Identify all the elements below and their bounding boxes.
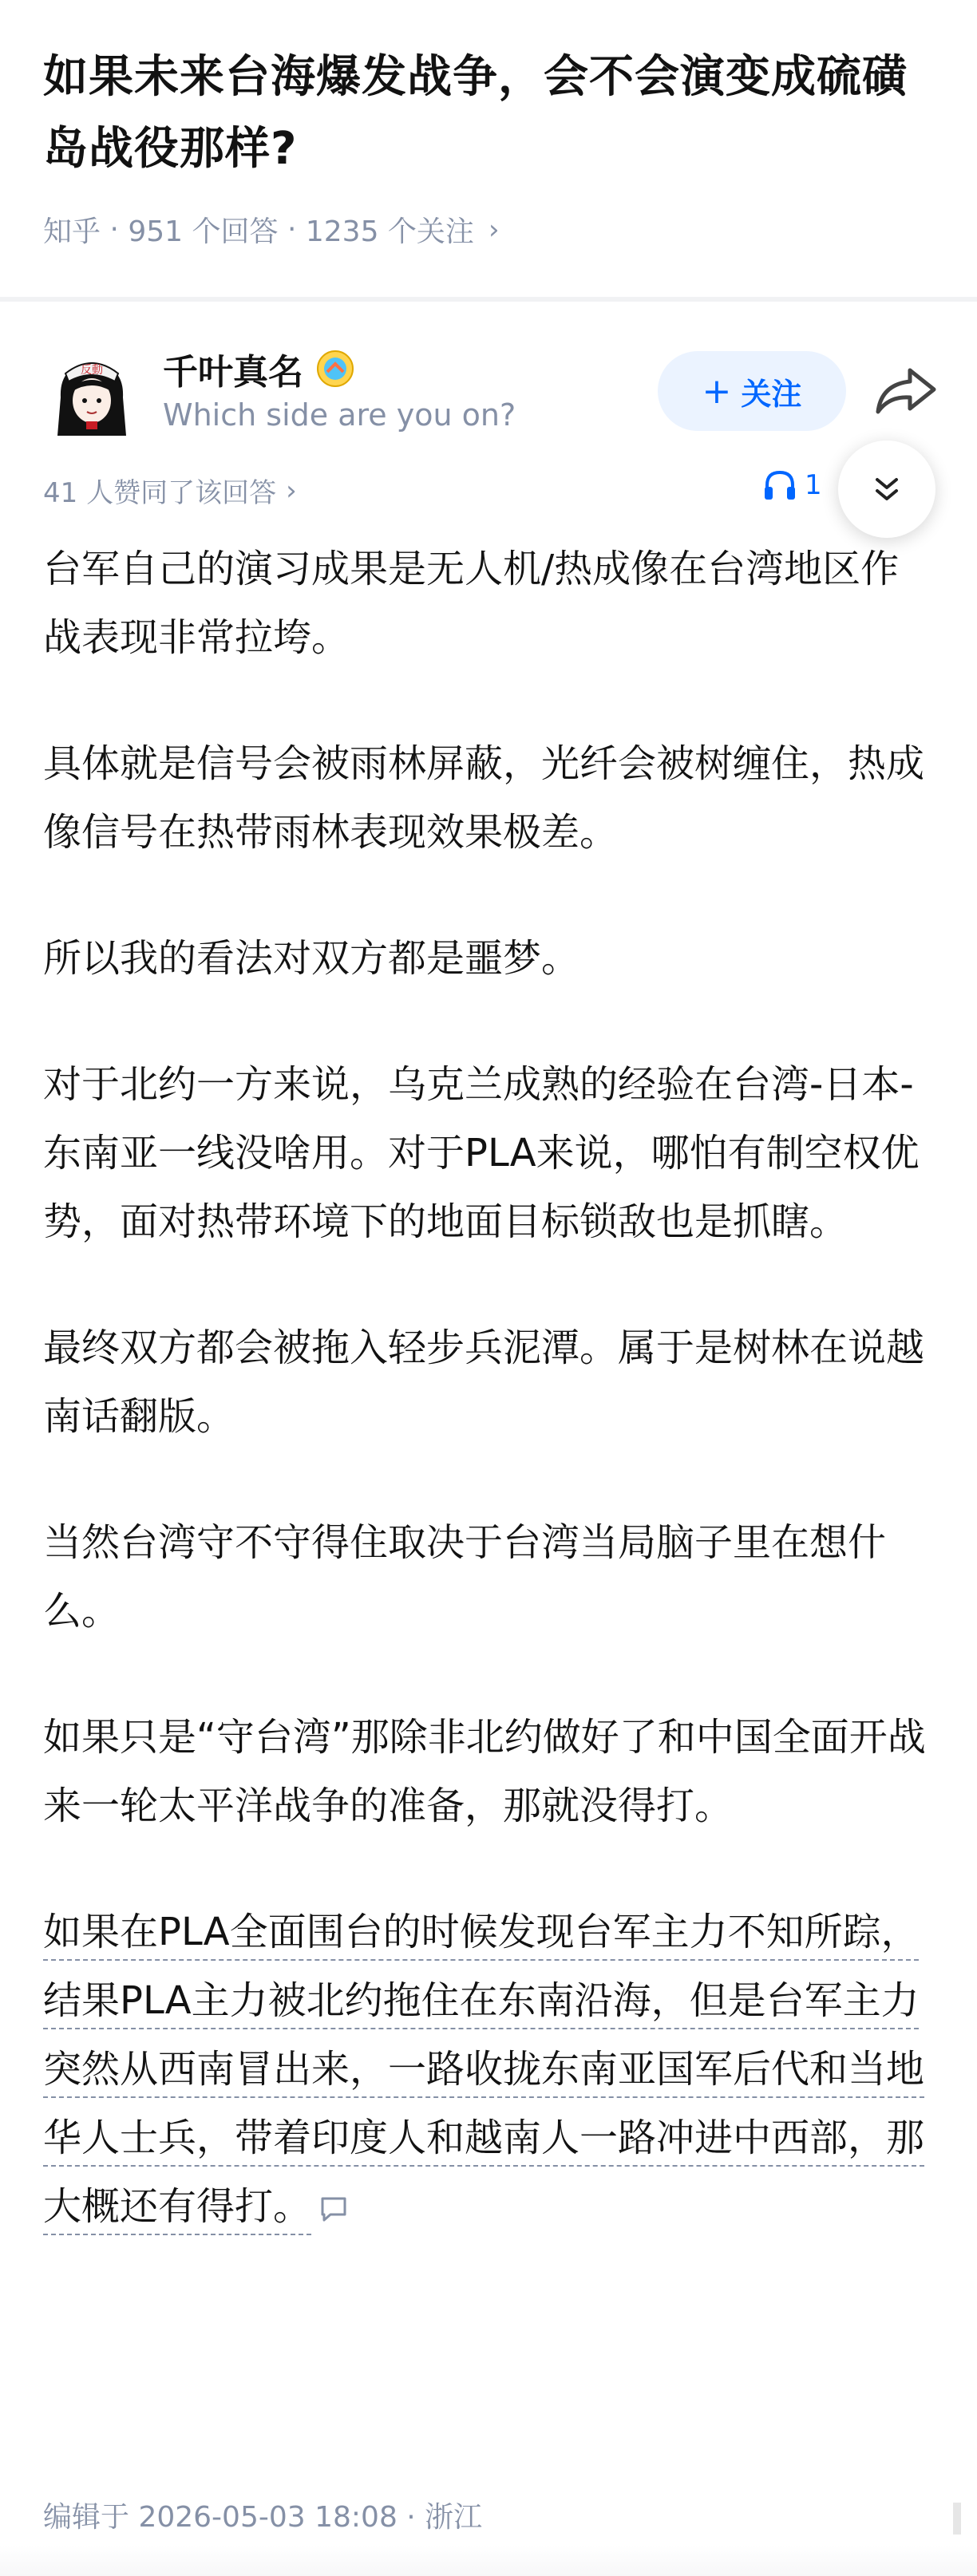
author-name[interactable]: 千叶真名 (163, 352, 303, 393)
question-meta[interactable]: 知乎 · 951 个回答 · 1235 个关注 › (43, 209, 500, 250)
headphones-icon (763, 469, 797, 501)
collapse-button[interactable] (838, 441, 935, 538)
listen-count: 1 (805, 469, 822, 501)
follower-count: 1235 个关注 (305, 215, 474, 248)
upvote-text: 41 人赞同了该回答 (43, 477, 277, 509)
chevron-right-icon: › (286, 474, 297, 507)
bottom-fade (0, 2546, 977, 2576)
source-label: 知乎 (43, 215, 101, 248)
answer-paragraph: 台军自己的演习成果是无人机/热成像在台湾地区作战表现非常拉垮。 (43, 547, 900, 660)
question-title[interactable]: 如果未来台海爆发战争，会不会演变成硫磺岛战役那样? (43, 51, 908, 175)
avatar-text: 反動 (81, 364, 103, 377)
upvote-summary[interactable] (43, 471, 297, 510)
answer-paragraph: 当然台湾守不守得住取决于台湾当局脑子里在想什么。 (43, 1520, 887, 1634)
chevron-right-icon: › (488, 213, 500, 246)
listen-button[interactable] (763, 469, 822, 501)
avatar[interactable] (43, 342, 140, 439)
double-chevron-down-icon (871, 473, 903, 505)
answer-paragraph: 具体就是信号会被雨林屏蔽，光纤会被树缠住，热成像信号在热带雨林表现效果极差。 (43, 741, 925, 855)
author-name-row[interactable] (163, 343, 354, 394)
comment-icon[interactable] (319, 2195, 348, 2222)
answer-count: 951 个回答 (128, 215, 279, 248)
more-dots-icon[interactable] (948, 2503, 966, 2535)
plus-icon: + (702, 370, 732, 412)
share-icon[interactable] (875, 365, 937, 415)
answer-paragraph-highlighted[interactable] (43, 1898, 937, 2241)
answer-paragraph: 如果只是“守台湾”那除非北约做好了和中国全面开战来一轮太平洋战争的准备，那就没得打。 (43, 1715, 926, 1828)
highlighted-text[interactable]: 如果在PLA全面围台的时候发现台军主力不知所踪，结果PLA主力被北约拖住在东南沿海，但是台军主力突然从西南冒出来，一路收拢东南亚国军后代和当地华人士兵，带着印度人和越南人一路冲进中西部，那大概还有得打。 (43, 1910, 925, 2229)
edit-info: 编辑于 2026-05-03 18:08 · 浙江 (43, 2501, 483, 2534)
answer-body (43, 535, 937, 2241)
author-bio: Which side are you on? (163, 397, 516, 433)
member-badge-icon (316, 350, 354, 388)
section-divider (0, 297, 977, 302)
answer-paragraph: 所以我的看法对双方都是噩梦。 (43, 936, 580, 981)
follow-button[interactable] (658, 351, 846, 431)
answer-paragraph: 对于北约一方来说，乌克兰成熟的经验在台湾-日本-东南亚一线没啥用。对于PLA来说，哪怕有制空权优势，面对热带环境下的地面目标锁敌也是抓瞎。 (43, 1062, 920, 1244)
follow-label: 关注 (741, 376, 802, 412)
answer-paragraph: 最终双方都会被拖入轻步兵泥潭。属于是树林在说越南话翻版。 (43, 1326, 925, 1439)
